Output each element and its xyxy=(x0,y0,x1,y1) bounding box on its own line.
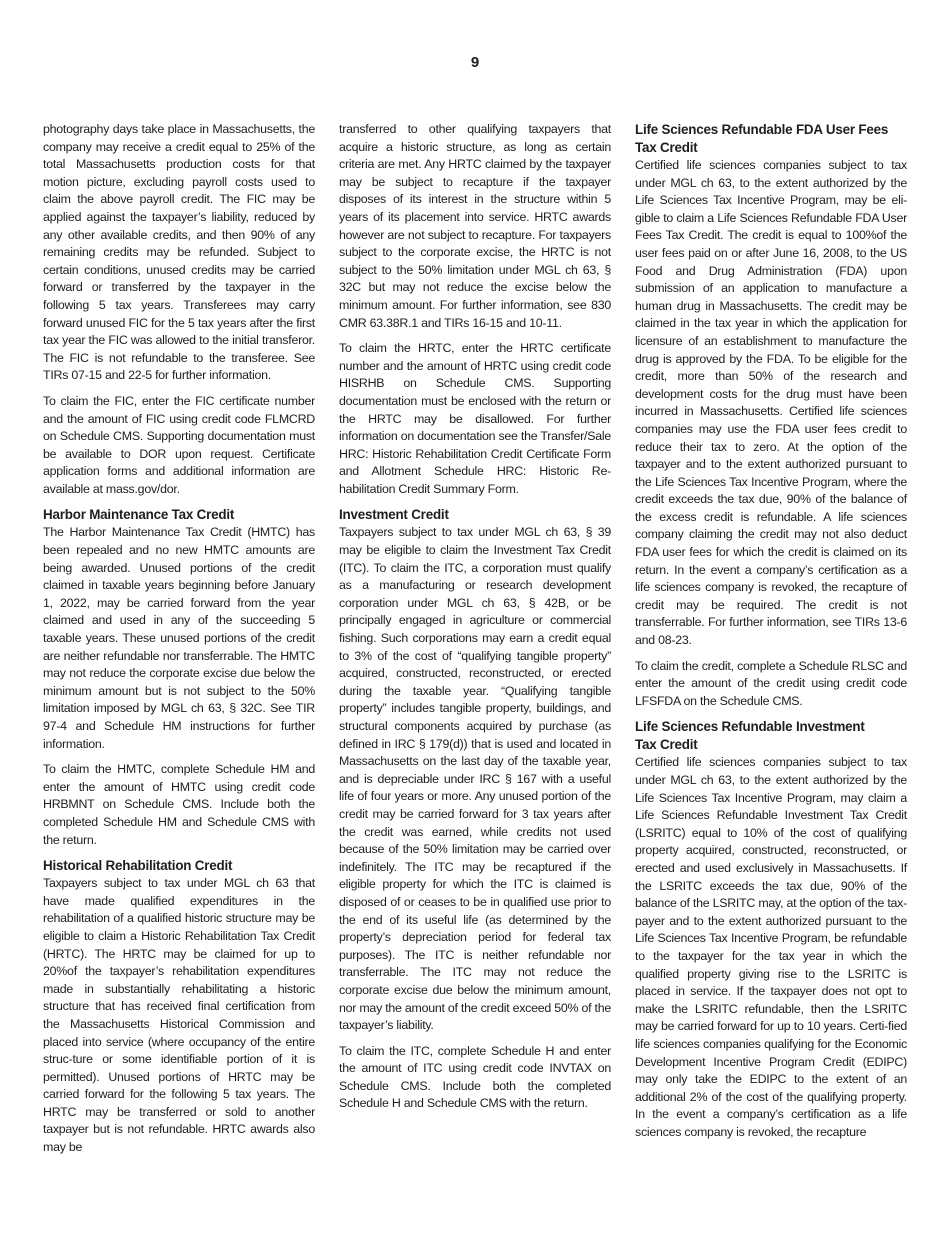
heading-investment-tax-credit xyxy=(635,718,907,754)
paragraph-hrtc-continued: transferred to other qualifying taxpayers that acquire a historic structure, as long as certain criteria are met. Any HRTC claimed by the taxpayer may be subject to recapture if the taxpayer disposes of its interest in the structure within 5 years of its placement into service. HRTC awards however are not subject to recapture. For taxpayers subject to the corporate excise, the HRTC is not subject to the 50% limitation under MGL ch 63, § 32C but may not reduce the excise below the minimum amount. For further information, see 830 CMR 63.38R.1 and TIRs 16-15 and 10-11. xyxy=(339,122,611,330)
heading-investment-line-1: Life Sciences Refundable Investment xyxy=(635,719,865,735)
paragraph-hmtc: The Harbor Maintenance Tax Credit (HMTC) has been repealed and no new HMTC amounts are being awarded. Unused portions of the credit claimed in taxable years beginning before January 1, 2022, may be carried forward from the year claimed and used in any of the succeeding 5 taxable years. These unused portions of the credit are neither refundable nor transferrable. The HMTC may not reduce the corporate excise due below the minimum amount but is not subject to the 50% limitation imposed by MGL ch 63, § 32C. See TIR 97-4 and Schedule HM instructions for further information. xyxy=(43,525,315,751)
paragraph-itc-claim: To claim the ITC, complete Schedule H and enter the amount of ITC using credit code INVTAX on Schedule CMS. Include both the completed Schedule H and Schedule CMS with the return. xyxy=(339,1043,611,1111)
heading-fda-user-fees xyxy=(635,121,907,157)
column-2 xyxy=(339,121,611,1121)
heading-fda-line-2: Tax Credit xyxy=(635,140,698,155)
column-1 xyxy=(43,121,315,1165)
page-number: 9 xyxy=(470,54,480,71)
paragraph-fda-claim: To claim the credit, complete a Schedule RLSC and enter the amount of the credit using credit code LFSFDA on the Schedule CMS. xyxy=(635,658,907,708)
paragraph-hrtc: Taxpayers subject to tax under MGL ch 63 that have made qualified expenditures in the rehabilitation of a qualified historic structure may be eligible to claim a Historic Rehabilitation Tax Credit (HRTC). The HRTC may be claimed for up to 20%of the taxpayer’s rehabilitation expenditures made in substantially rehabilitating a historic structure that has received final certification from the Massachusetts Historical Commission and placed into service (where occupancy of the entire struc-ture or some identifiable portion of it is permitted). Unused portions of HRTC may be carried forward for the following 5 tax years. The HRTC may be transferred or sold to another taxpayer but is not refundable. HRTC awards also may be xyxy=(43,876,315,1155)
heading-historical-rehabilitation: Historical Rehabilitation Credit xyxy=(43,858,233,874)
heading-investment-line-2: Tax Credit xyxy=(635,737,698,753)
paragraph-hmtc-claim: To claim the HMTC, complete Schedule HM and enter the amount of HMTC using credit code HRBMNT on Schedule CMS. Include both the completed Schedule HM and Schedule CMS with the return. xyxy=(43,762,315,847)
paragraph-fic-claim: To claim the FIC, enter the FIC certificate number and the amount of FIC using credit code FLMCRD on Schedule CMS. Supporting documentation must be available to DOR upon request. Certificate application forms and additional information are available at mass.gov/dor. xyxy=(43,393,315,496)
paragraph-hrtc-claim: To claim the HRTC, enter the HRTC certificate number and the amount of HRTC using credit code HISRHB on Schedule CMS. Supporting documentation must be enclosed with the return or the HRTC may be disallowed. For further information on documentation see the Transfer/Sale HRC: Historic Rehabilitation Credit Certificate Form and Allotment Schedule HRC: Historic Re-habilitation Credit Summary Form. xyxy=(339,341,611,496)
paragraph-fda: Certified life sciences companies subject to tax under MGL ch 63, to the extent authorized by the Life Sciences Tax Incentive Program, may be eli-gible to claim a Life Sciences Refundable FDA User Fees Tax Credit. The credit is equal to 100%of the user fees paid on or after June 16, 2008, to the US Food and Drug Administration (FDA) upon submission of an application to manufacture a human drug in Massachusetts. The credit may be claimed in the tax year in which the application for licensure of an establishment to manufacture the drug is approved by the FDA. To be eligible for the credit, more than 50% of the research and development costs for the drug must have been incurred in Massachusetts. Certified life sciences companies may use the FDA user fees credit to reduce their tax to zero. At the option of the taxpayer and to the extent authorized pursuant to the Life Sciences Tax Incentive Program, where the credit exceeds the tax due, 90% of the balance of the excess credit is refundable. A life sciences company claiming the credit may not also deduct FDA user fees for which the credit is claimed on its return. In the event a company’s certification as a life sciences company is revoked, the recapture of credit may be required. The credit is not transferrable. For further information, see TIRs 13-6 and 08-23. xyxy=(635,158,907,648)
heading-investment-credit: Investment Credit xyxy=(339,507,449,523)
column-3 xyxy=(635,121,907,1149)
paragraph-lsritc: Certified life sciences companies subject to tax under MGL ch 63, to the extent authorized by the Life Sciences Tax Incentive Program, may claim a Life Sciences Refundable Investment Tax Credit (LSRITC) equal to 10% of the cost of qualifying property acquired, constructed, reconstructed, or erected and used exclusively in Massachusetts. If the LSRITC exceeds the tax due, 90% of the balance of the LSRITC may, at the option of the tax-payer and to the extent authorized pursuant to the Life Sciences Tax Incentive Program, be refundable to the taxpayer for the tax year in which the qualified property giving rise to the LSRITC is placed in service. If the taxpayer does not opt to make the LSRITC refundable, then the LSRITC may be carried forward for up to 10 years. Certi-fied life sciences companies qualifying for the Economic Development Incentive Program Credit (EDIPC) may only take the EDIPC to the extent of an additional 2% of the cost of the qualifying property. In the event a company’s certification as a life sciences company is revoked, the recapture xyxy=(635,755,907,1139)
heading-harbor-maintenance: Harbor Maintenance Tax Credit xyxy=(43,507,235,523)
paragraph-itc: Taxpayers subject to tax under MGL ch 63, § 39 may be eligible to claim the Investment Tax Credit (ITC). To claim the ITC, a corporation must qualify as a manufacturing or research development corporation under MGL ch 63, § 42B, or be principally engaged in agriculture or commercial fishing. Such corporations may earn a credit equal to 3% of the cost of “qualifying tangible property” acquired, constructed, reconstructed, or erected during the taxable year. “Qualifying tangible property” includes tangible property, buildings, and structural components acquired by purchase (as defined in IRC § 179(d)) that is used and located in Massachusetts on the last day of the taxable year, and is depreciable under IRC § 167 with a useful life of four years or more. Any unused portion of the credit may be carried forward for 3 tax years after the credit was earned, while credits not used because of the 50% limitation may be carried over indefinitely. The ITC may be recaptured if the eligible property for which the ITC is claimed is disposed of or ceases to be in qualified use prior to the end of its useful life (as determined by the property’s depreciation period for federal tax purposes). The ITC is neither refundable nor transferrable. The ITC may not reduce the corporate excise due below the minimum amount, nor may the amount of the credit exceed 50% of the taxpayer’s liability. xyxy=(339,525,611,1033)
heading-fda-line-1: Life Sciences Refundable FDA User Fees xyxy=(635,122,889,137)
paragraph-fic-continued: photography days take place in Massachusetts, the company may receive a credit equal to 25% of the total Massachusetts production costs for that motion picture, excluding payroll costs used to claim the above payroll credit. The FIC may be applied against the taxpayer’s liability, reduced by any other available credits, and then 90% of any remaining credits may be refunded. Subject to certain conditions, unused credits may be carried forward or transferred by the taxpayer in the following 5 tax years. Transferees may carry forward unused FIC for the 5 tax years after the first tax year the FIC was allowed to the initial transferor. The FIC is not refundable to the transferee. See TIRs 07-15 and 22-5 for further information. xyxy=(43,122,315,383)
